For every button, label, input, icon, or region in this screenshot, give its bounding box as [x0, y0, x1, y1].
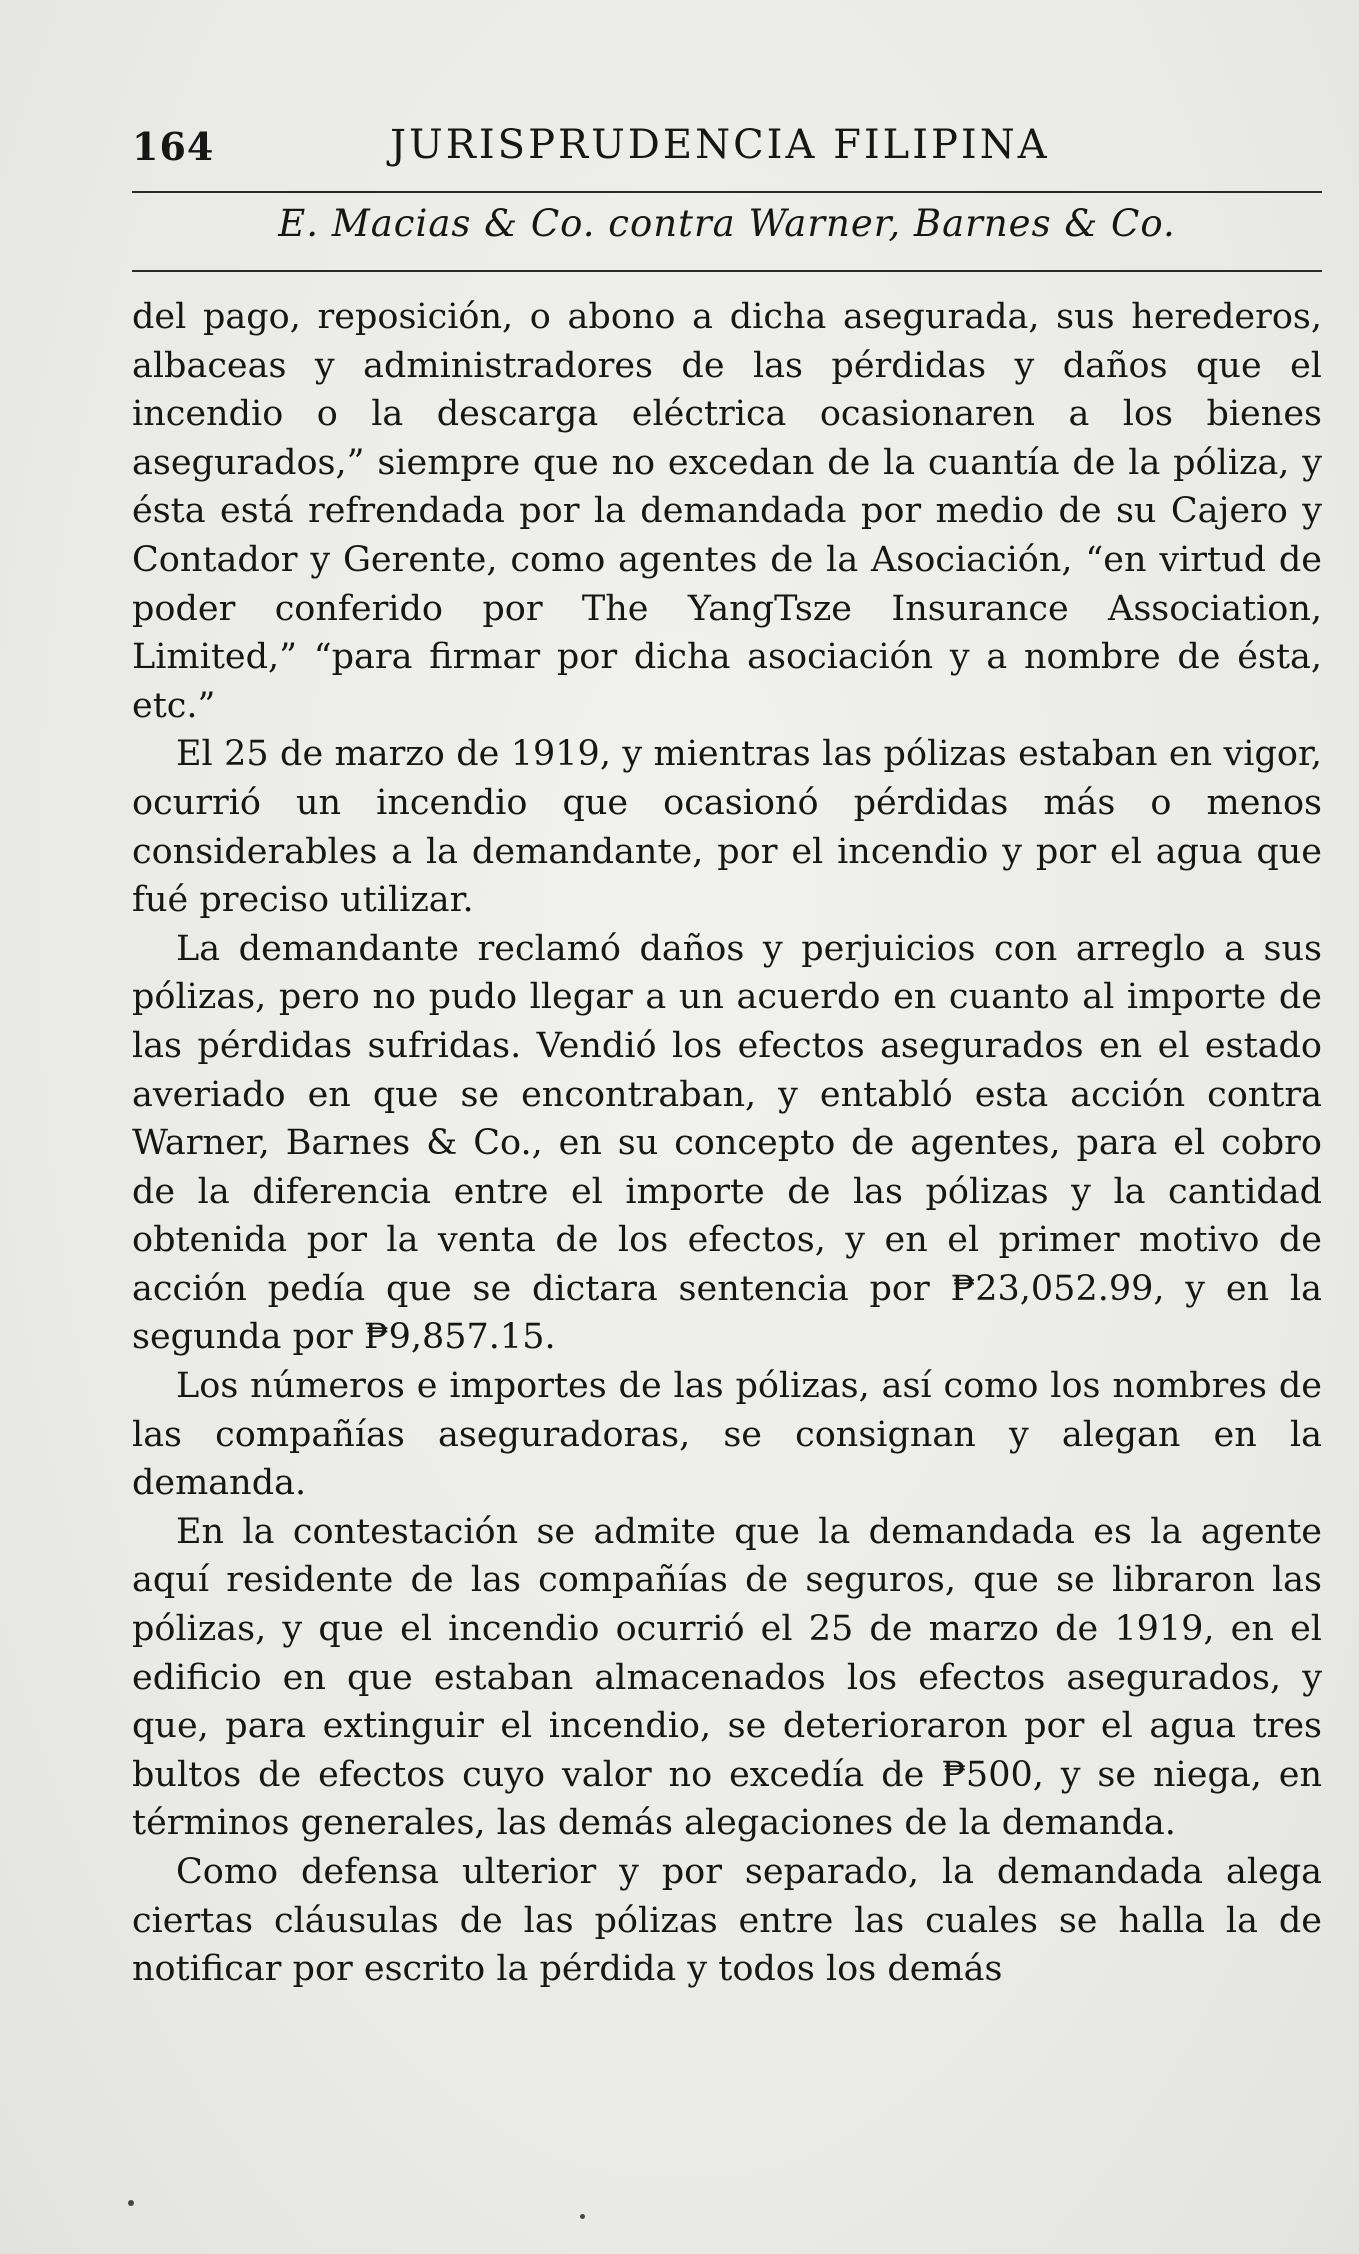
header-rule-bottom — [132, 270, 1322, 272]
paragraph: En la contestación se admite que la demandada es la agente aquí residente de las compañías de seguros, que se libraron las pólizas, y que el incendio ocurrió el 25 de marzo de 1919, en el edificio en que estaban almacenados los efectos asegurados, y que, para extinguir el incendio, se deterioraron por el agua tres bultos de efectos cuyo valor no excedía de ₱500, y se niega, en términos generales, las demás alegaciones de la demanda. — [132, 1511, 1322, 1844]
page-header — [132, 118, 1322, 178]
paragraph-continued: del pago, reposición, o abono a dicha asegurada, sus herederos, albaceas y administradores de las pérdidas y daños que el incendio o la descarga eléctrica ocasionaren a los bienes asegurados,” siempre que no excedan de la cuantía de la póliza, y ésta está refrendada por la demandada por medio de su Cajero y Contador y Gerente, como agentes de la Asociación, “en virtud de poder conferido por The YangTsze Insurance Association, Limited,” “para firmar por dicha asociación y a nombre de ésta, etc.” — [132, 297, 1322, 726]
page-number: 164 — [132, 124, 215, 169]
running-title: JURISPRUDENCIA FILIPINA — [390, 122, 1050, 168]
paragraph: El 25 de marzo de 1919, y mientras las pólizas estaban en vigor, ocurrió un incendio que ocasionó pérdidas más o menos considerables a la demandante, por el incendio y por el agua que fué preciso utilizar. — [132, 734, 1322, 921]
body-text — [132, 293, 1322, 1994]
print-speck — [580, 2214, 585, 2219]
case-title: E. Macias & Co. contra Warner, Barnes & Co. — [278, 202, 1176, 245]
header-rule-top — [132, 191, 1322, 193]
paragraph: La demandante reclamó daños y perjuicios con arreglo a sus pólizas, pero no pudo llegar a un acuerdo en cuanto al importe de las pérdidas sufridas. Vendió los efectos asegurados en el estado averiado en que se encontraban, y entabló esta acción contra Warner, Barnes & Co., en su concepto de agentes, para el cobro de la diferencia entre el importe de las pólizas y la cantidad obtenida por la venta de los efectos, y en el primer motivo de acción pedía que se dictara sentencia por ₱23,052.99, y en la segunda por ₱9,857.15. — [132, 928, 1322, 1358]
paragraph: Los números e importes de las pólizas, así como los nombres de las compañías aseguradoras, se consignan y alegan en la demanda. — [132, 1366, 1322, 1504]
paragraph: Como defensa ulterior y por separado, la demandada alega ciertas cláusulas de las pólizas entre las cuales se halla la de notificar por escrito la pérdida y todos los demás — [132, 1852, 1322, 1990]
print-speck — [128, 2200, 134, 2206]
